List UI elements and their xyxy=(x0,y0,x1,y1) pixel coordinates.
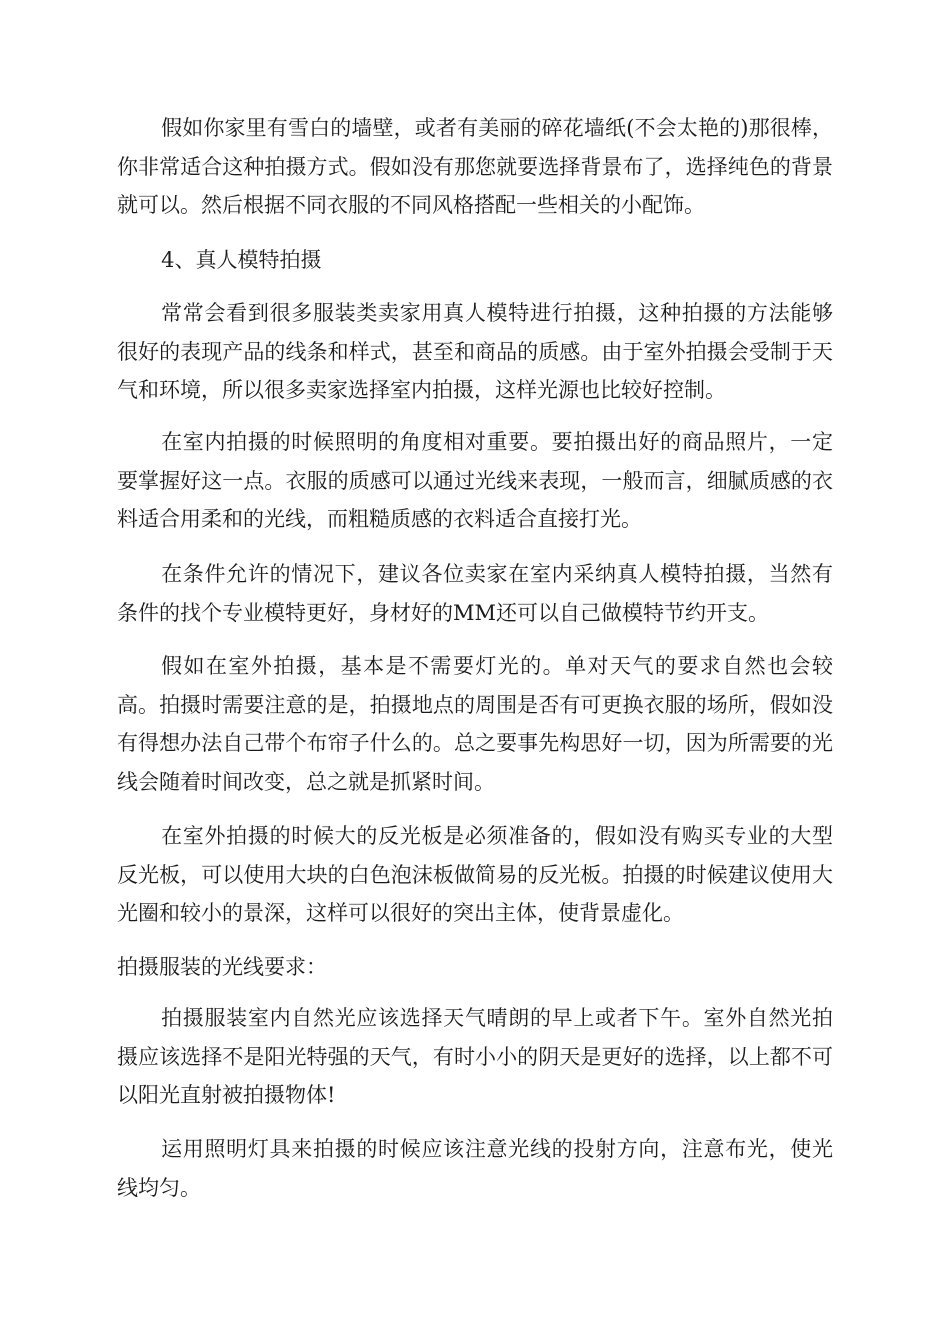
paragraph-outdoor-shooting: 假如在室外拍摄，基本是不需要灯光的。单对天气的要求自然也会较高。拍摄时需要注意的是，拍摄地点的周围是否有可更换衣服的场所，假如没有得想办法自己带个布帘子什么的。总之要事先构思好一切，因为所需要的光线会随着时间改变，总之就是抓紧时间。 xyxy=(117,654,833,794)
paragraph-reflector: 在室外拍摄的时候大的反光板是必须准备的，假如没有购买专业的大型反光板，可以使用大块的白色泡沫板做简易的反光板。拍摄的时候建议使用大光圈和较小的景深，这样可以很好的突出主体，使背景虚化。 xyxy=(117,824,833,925)
paragraph-lighting-equipment: 运用照明灯具来拍摄的时候应该注意光线的投射方向，注意布光，使光线均匀。 xyxy=(117,1137,833,1200)
paragraph-indoor-lighting: 在室内拍摄的时候照明的角度相对重要。要拍摄出好的商品照片，一定要掌握好这一点。衣服的质感可以通过光线来表现，一般而言，细腻质感的衣料适合用柔和的光线，而粗糙质感的衣料适合直接打光。 xyxy=(117,430,833,531)
section-heading-real-model: 4、真人模特拍摄 xyxy=(161,248,322,272)
paragraph-professional-model: 在条件允许的情况下，建议各位卖家在室内采纳真人模特拍摄，当然有条件的找个专业模特更好，身材好的MM还可以自己做模特节约开支。 xyxy=(117,562,833,625)
section-heading-lighting-requirements: 拍摄服装的光线要求： xyxy=(117,955,327,979)
paragraph-background-wall: 假如你家里有雪白的墙壁，或者有美丽的碎花墙纸(不会太艳的)那很棒，你非常适合这种拍摄方式。假如没有那您就要选择背景布了，选择纯色的背景就可以。然后根据不同衣服的不同风格搭配一些相关的小配饰。 xyxy=(117,116,833,217)
paragraph-natural-light: 拍摄服装室内自然光应该选择天气晴朗的早上或者下午。室外自然光拍摄应该选择不是阳光特强的天气，有时小小的阴天是更好的选择，以上都不可以阳光直射被拍摄物体! xyxy=(117,1006,833,1107)
paragraph-real-model-intro: 常常会看到很多服装类卖家用真人模特进行拍摄，这种拍摄的方法能够很好的表现产品的线条和样式，甚至和商品的质感。由于室外拍摄会受制于天气和环境，所以很多卖家选择室内拍摄，这样光源也比较好控制。 xyxy=(117,301,833,402)
